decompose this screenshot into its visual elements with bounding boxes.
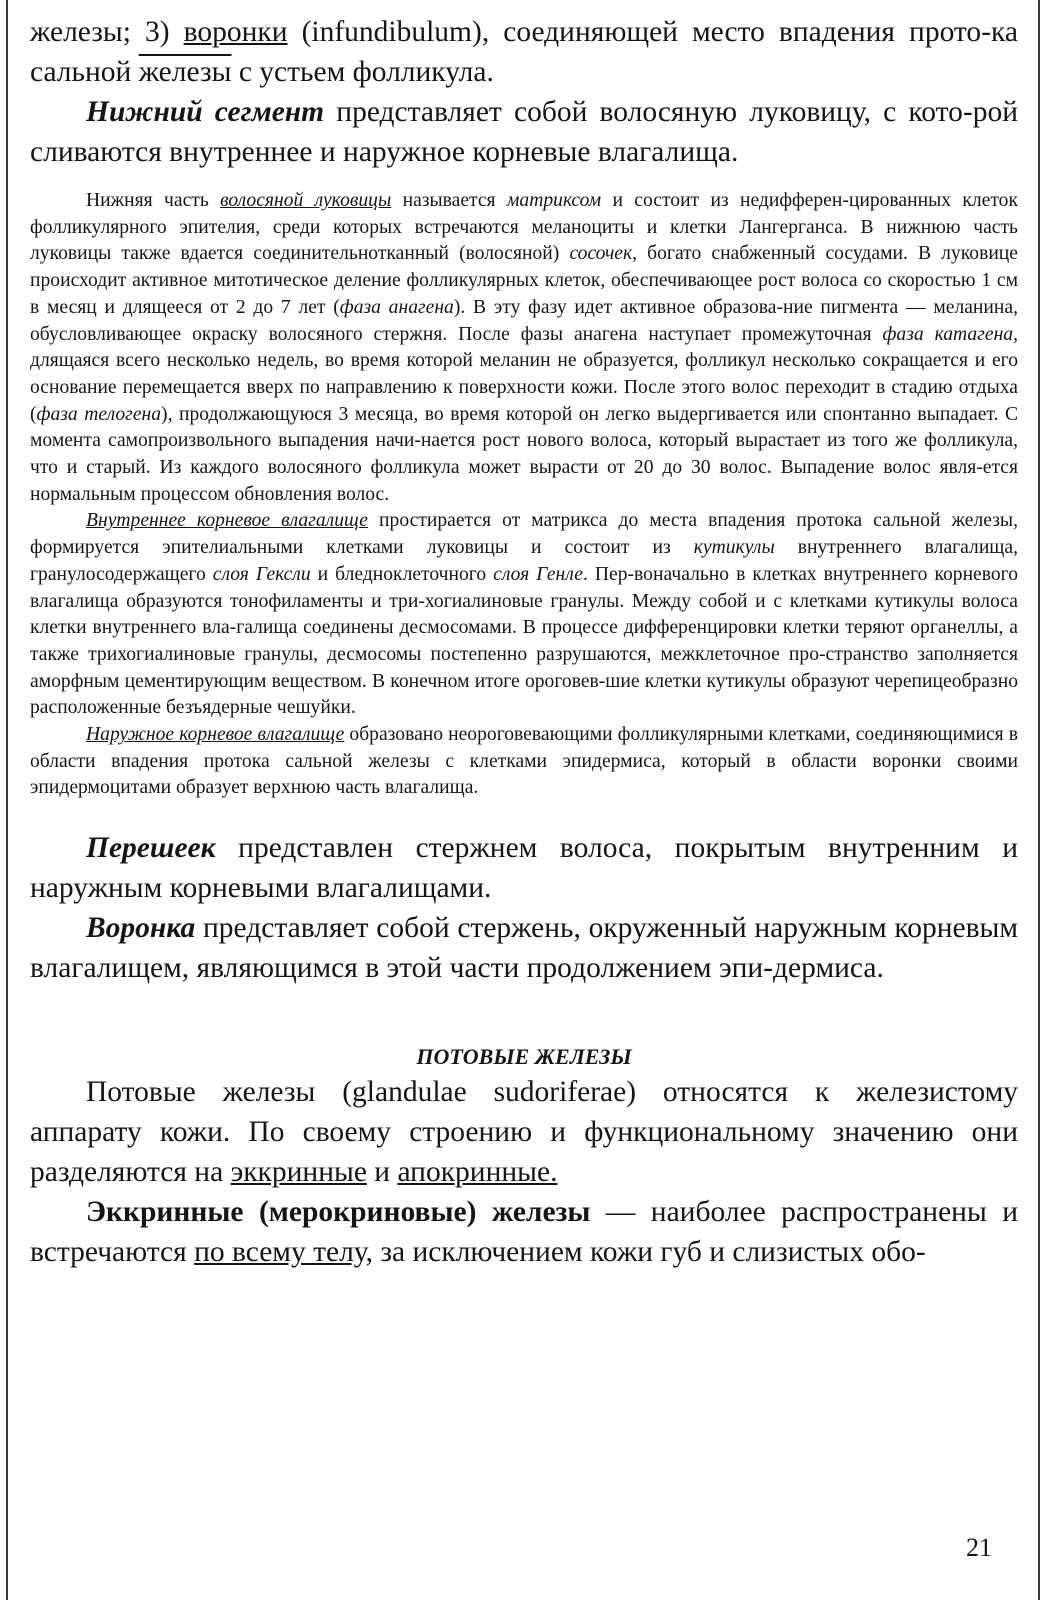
term-isthmus: Перешеек [86, 832, 216, 865]
text-span: , богато снабженный сосудами. В луковице происходит активное митотическое деление фолликулярных клеток, обеспечивающее рост волоса со скоростью 1 см в месяц и длящееся от 2 до 7 лет ( [30, 243, 1018, 318]
text-span: железы; 3) [30, 16, 184, 48]
text-span: и [366, 1156, 398, 1189]
term-inner-root-sheath: Внутреннее корневое влагалище [86, 510, 368, 532]
text-span: представляет собой волосяную луковицу, с кото-рой сливаются внутреннее и наружное корневые влагалища. [30, 96, 1018, 168]
text-span: с устьем фолликула. [231, 56, 494, 88]
text-span: , длящаяся всего несколько недель, во время которой меланин не образуется, фолликул несколько сокращается и его основание перемещается вверх по направлению к поверхности кожи. После этого волос переходит в стадию отдыха ( [30, 323, 1018, 425]
text-span: внутреннего влагалища, гранулосодержащего [30, 537, 1018, 585]
text-span: за исключением кожи губ и слизистых обо- [372, 1236, 926, 1269]
paragraph-sweat-glands [30, 1072, 1018, 1192]
term-hair-bulb: волосяной луковицы [220, 190, 392, 211]
term-whole-body: по всему телу, [194, 1236, 373, 1269]
text-span: — наиболее распространены и встречаются [30, 1196, 1018, 1269]
term-eccrine: эккринные [230, 1156, 367, 1189]
text-span: представляет собой стержень, окруженный наружным корневым влагалищем, являющимся в этой части продолжением эпи-дермиса. [30, 912, 1018, 985]
text-span: представлен стержнем волоса, покрытым внутренним и наружным корневыми влагалищами. [30, 832, 1018, 905]
paragraph-lower-segment [30, 92, 1018, 172]
text-span: и состоит из недифферен-цированных клеток фолликулярного эпителия, среди которых встречаются меланоциты и клетки Лангерганса. В нижнюю часть луковицы также вдается соединительнотканный (волосяной) [30, 190, 1018, 265]
term-lower-segment: Нижний сегмент [86, 96, 325, 128]
term-papilla: сосочек [569, 243, 633, 265]
text-span: ). В эту фазу идет активное образова-ние пигмента — меланина, обусловливающее окраску волосяного стержня. После фазы анагена наступает промежуточная [30, 296, 1018, 345]
text-span: образовано неороговевающими фолликулярными клетками, соединяющимися в области впадения протока сальной железы с клетками эпидермиса, который в области воронки своими эпидермоцитами образует верхнюю часть влагалища. [30, 724, 1018, 799]
text-span: простирается от матрикса до места впадения протока сальной железы, формируется эпителиальными клетками луковицы и состоит из [30, 510, 1018, 559]
paragraph-inner-sheath [30, 508, 1018, 722]
paragraph-funnel [30, 908, 1018, 988]
paragraph-eccrine [30, 1192, 1018, 1272]
small-print-block [30, 188, 1018, 802]
term-voronka: воронки [183, 16, 288, 48]
paragraph-isthmus [30, 828, 1018, 908]
term-zhelezy: железы [138, 56, 232, 88]
term-cuticle: кутикулы [693, 537, 775, 559]
term-catagen: фаза катагена [882, 323, 1014, 345]
spacer [30, 988, 1018, 1042]
term-anagen: фаза анагена [339, 296, 454, 318]
text-span: и бледноклеточного [310, 563, 494, 585]
term-outer-root-sheath: Наружное корневое влагалище [86, 724, 345, 746]
section-heading: ПОТОВЫЕ ЖЕЛЕЗЫ [416, 1044, 632, 1070]
term-apocrine: апокринные. [397, 1156, 558, 1189]
book-page [30, 12, 1018, 1272]
term-funnel: Воронка [86, 912, 196, 945]
paragraph-top-continuation [30, 12, 1018, 92]
term-eccrine-glands: Эккринные (мерокриновые) железы [86, 1196, 591, 1229]
text-span: называется [391, 190, 507, 211]
term-henle-layer: слоя Генле [493, 563, 583, 585]
term-matrix: матриксом [506, 190, 602, 211]
text-span: ), продолжающуюся 3 месяца, во время которой он легко выдергивается или спонтанно выпадает. С момента самопроизвольного выпадения начи-нается рост нового волоса, который вырастает из того же фолликула, что и старый. Из каждого волосяного фолликула может вырасти от 20 до 30 волос. Выпадение волос явля-ется нормальным процессом обновления волос. [30, 403, 1019, 505]
text-span: Нижняя часть [86, 190, 221, 211]
text-span: (infundibulum), соединяющей место впадения прото-ка сальной [30, 16, 1018, 88]
spacer [30, 802, 1018, 828]
term-telogen: фаза телогена [36, 403, 162, 425]
paragraph-outer-sheath [30, 722, 1018, 802]
term-huxley-layer: слоя Гексли [212, 563, 311, 585]
paragraph-bulb [30, 188, 1018, 508]
page-border-right [1038, 0, 1040, 1600]
page-number: 21 [966, 1533, 992, 1562]
text-span: . Пер-воначально в клетках внутреннего корневого влагалища образуются тонофиламенты и три-хогиалиновые гранулы. Между собой и с клетками кутикулы волоса клетки внутреннего вла-галища соединены десмосомами. В процессе дифференцировки клетки теряют органеллы, а также трихогиалиновые гранулы, десмосомы постепенно разрушаются, межклеточное про-странство заполняется аморфным цементирующим веществом. В конечном итоге ороговев-шие клетки кутикулы образуют черепицеобразно расположенные безъядерные чешуйки. [30, 563, 1019, 719]
text-span: Потовые железы (glandulae sudoriferae) относятся к железистому аппарату кожи. По своему строению и функциональному значению они разделяются на [30, 1076, 1018, 1189]
page-border-left [6, 0, 8, 1600]
